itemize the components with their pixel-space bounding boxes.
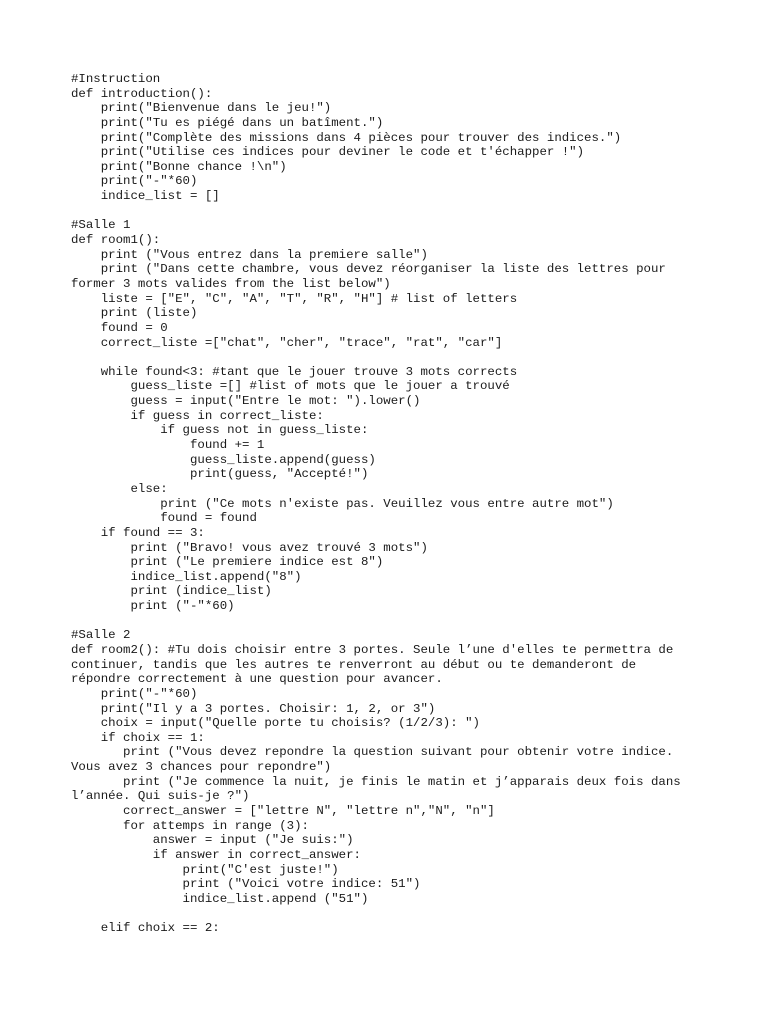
code-line: liste = ["E", "C", "A", "T", "R", "H"] # list of letters xyxy=(71,291,518,306)
code-line: print("C'est juste!") xyxy=(71,862,339,877)
code-line: print ("Vous devez repondre la question suivant pour obtenir votre indice. xyxy=(71,745,674,760)
code-block xyxy=(71,72,711,936)
blank-line xyxy=(71,204,711,219)
code-line: #Salle 2 xyxy=(71,628,131,643)
code-line: print ("Ce mots n'existe pas. Veuillez vous entre autre mot") xyxy=(71,496,614,511)
code-line: guess_liste =[] #list of mots que le jouer a trouvé xyxy=(71,379,510,394)
code-line: print ("-"*60) xyxy=(71,599,235,614)
blank-line xyxy=(71,350,711,365)
code-line: for attemps in range (3): xyxy=(71,818,309,833)
code-line: print("Bonne chance !\n") xyxy=(71,159,287,174)
code-line: print("Tu es piégé dans un batîment.") xyxy=(71,115,384,130)
code-line: if guess not in guess_liste: xyxy=(71,423,369,438)
code-line: indice_list.append("8") xyxy=(71,569,302,584)
code-line: indice_list.append ("51") xyxy=(71,891,369,906)
blank-line xyxy=(71,614,711,629)
code-line: #Instruction xyxy=(71,72,161,86)
code-line: found = 0 xyxy=(71,320,168,335)
code-line: print("-"*60) xyxy=(71,174,198,189)
code-line: print ("Dans cette chambre, vous devez réorganiser la liste des lettres pour xyxy=(71,262,666,277)
code-line: correct_liste =["chat", "cher", "trace", "rat", "car"] xyxy=(71,335,503,350)
code-line: #Salle 1 xyxy=(71,218,131,233)
code-line: indice_list = [] xyxy=(71,189,220,204)
code-line: print ("Voici votre indice: 51") xyxy=(71,877,421,892)
code-line: former 3 mots valides from the list below") xyxy=(71,276,391,291)
code-line: elif choix == 2: xyxy=(71,921,220,936)
code-line: def room2(): #Tu dois choisir entre 3 portes. Seule l’une d'elles te permettra de xyxy=(71,642,674,657)
code-line: print ("Le premiere indice est 8") xyxy=(71,555,384,570)
code-line: continuer, tandis que les autres te renverront au début ou te demanderont de xyxy=(71,657,637,672)
code-line: choix = input("Quelle porte tu choisis? (1/2/3): ") xyxy=(71,716,480,731)
code-line: guess = input("Entre le mot: ").lower() xyxy=(71,394,421,409)
code-line: répondre correctement à une question pour avancer. xyxy=(71,672,443,687)
code-line: answer = input ("Je suis:") xyxy=(71,833,354,848)
code-line: found = found xyxy=(71,511,257,526)
code-line: if found == 3: xyxy=(71,525,205,540)
code-line: print(guess, "Accepté!") xyxy=(71,467,369,482)
code-line: print("-"*60) xyxy=(71,686,198,701)
code-line: Vous avez 3 chances pour repondre") xyxy=(71,760,332,775)
code-line: print("Il y a 3 portes. Choisir: 1, 2, or 3") xyxy=(71,701,436,716)
code-line: found += 1 xyxy=(71,438,265,453)
code-line: print("Utilise ces indices pour deviner le code et t'échapper !") xyxy=(71,145,585,160)
code-line: while found<3: #tant que le jouer trouve 3 mots corrects xyxy=(71,364,518,379)
code-line: print (indice_list) xyxy=(71,584,272,599)
code-line: print ("Bravo! vous avez trouvé 3 mots") xyxy=(71,540,428,555)
code-line: def room1(): xyxy=(71,233,161,248)
code-line: def introduction(): xyxy=(71,86,213,101)
code-line: print ("Je commence la nuit, je finis le matin et j’apparais deux fois dans xyxy=(71,774,681,789)
blank-line xyxy=(71,907,711,922)
code-line: else: xyxy=(71,481,168,496)
code-line: print (liste) xyxy=(71,306,198,321)
code-line: correct_answer = ["lettre N", "lettre n","N", "n"] xyxy=(71,804,495,819)
code-line: if choix == 1: xyxy=(71,730,205,745)
code-line: print("Bienvenue dans le jeu!") xyxy=(71,101,332,116)
code-line: print ("Vous entrez dans la premiere salle") xyxy=(71,247,428,262)
code-line: guess_liste.append(guess) xyxy=(71,452,376,467)
code-line: l’année. Qui suis-je ?") xyxy=(71,789,250,804)
code-line: if answer in correct_answer: xyxy=(71,847,361,862)
code-line: if guess in correct_liste: xyxy=(71,408,324,423)
code-line: print("Complète des missions dans 4 pièces pour trouver des indices.") xyxy=(71,130,622,145)
